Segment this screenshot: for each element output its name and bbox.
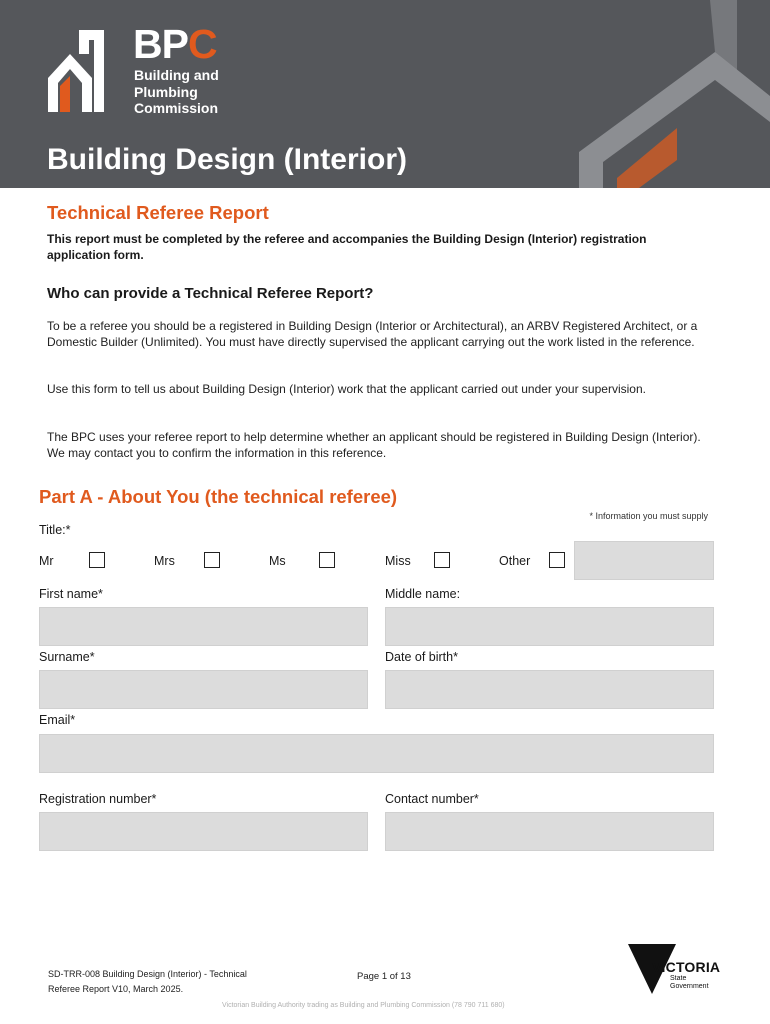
surname-label: Surname* [39,650,95,664]
intro-lead: This report must be completed by the referee and accompanies the Building Design (Interior) registration application form. [47,232,647,262]
required-note: * Information you must supply [589,511,708,521]
title-option-miss-label: Miss [385,554,411,568]
registration-number-input[interactable] [39,812,368,851]
header-banner [0,0,770,188]
title-option-other-label: Other [499,554,531,568]
title-option-mr-label: Mr [39,554,54,568]
first-name-label: First name* [39,587,103,601]
title-option-other-checkbox[interactable] [549,552,565,568]
document-title: Building Design (Interior) [47,143,407,176]
first-name-input[interactable] [39,607,368,646]
contact-number-input[interactable] [385,812,714,851]
dob-input[interactable] [385,670,714,709]
title-option-ms-checkbox[interactable] [319,552,335,568]
who-heading: Who can provide a Technical Referee Report? [47,285,374,302]
purpose-paragraph: The BPC uses your referee report to help determine whether an applicant should be registered in Building Design (Interior). We may contact you to confirm the information in this reference. [47,430,701,460]
authority-statement: Victorian Building Authority trading as Building and Plumbing Commission (78 790 711 680) [222,1002,505,1009]
victoria-wordmark: VICTORIA [652,959,721,975]
title-option-mrs-label: Mrs [154,554,175,568]
title-label: Title:* [39,523,71,537]
logo-abbreviation: BPC [133,21,217,67]
contact-number-label: Contact number* [385,792,479,806]
title-option-mrs-checkbox[interactable] [204,552,220,568]
roof-decoration-icon [575,0,770,188]
middle-name-input[interactable] [385,607,714,646]
report-subtitle: Technical Referee Report [47,202,269,223]
victoria-state-government: State Government [670,975,709,990]
registration-number-label: Registration number* [39,792,157,806]
title-other-input[interactable] [574,541,714,580]
logo-wordmark: Building and Plumbing Commission [134,67,219,116]
bpc-logo-house-icon [46,28,132,116]
email-input[interactable] [39,734,714,773]
email-label: Email* [39,713,76,727]
page-number: Page 1 of 13 [357,971,411,982]
eligibility-paragraph: To be a referee you should be a registered in Building Design (Interior or Architectural), an ARBV Registered Architect, or a Domestic Builder (Unlimited). You must have directly supervised the applicant carrying out the work listed in the reference. [47,319,698,349]
title-option-ms-label: Ms [269,554,286,568]
middle-name-label: Middle name: [385,587,461,601]
document-reference: SD-TRR-008 Building Design (Interior) - Technical Referee Report V10, March 2025. [48,969,247,994]
part-a-heading: Part A - About You (the technical referee) [39,486,398,507]
usage-paragraph: Use this form to tell us about Building Design (Interior) work that the applicant carried out under your supervision. [47,382,646,396]
title-option-miss-checkbox[interactable] [434,552,450,568]
dob-label: Date of birth* [385,650,458,664]
surname-input[interactable] [39,670,368,709]
title-option-mr-checkbox[interactable] [89,552,105,568]
